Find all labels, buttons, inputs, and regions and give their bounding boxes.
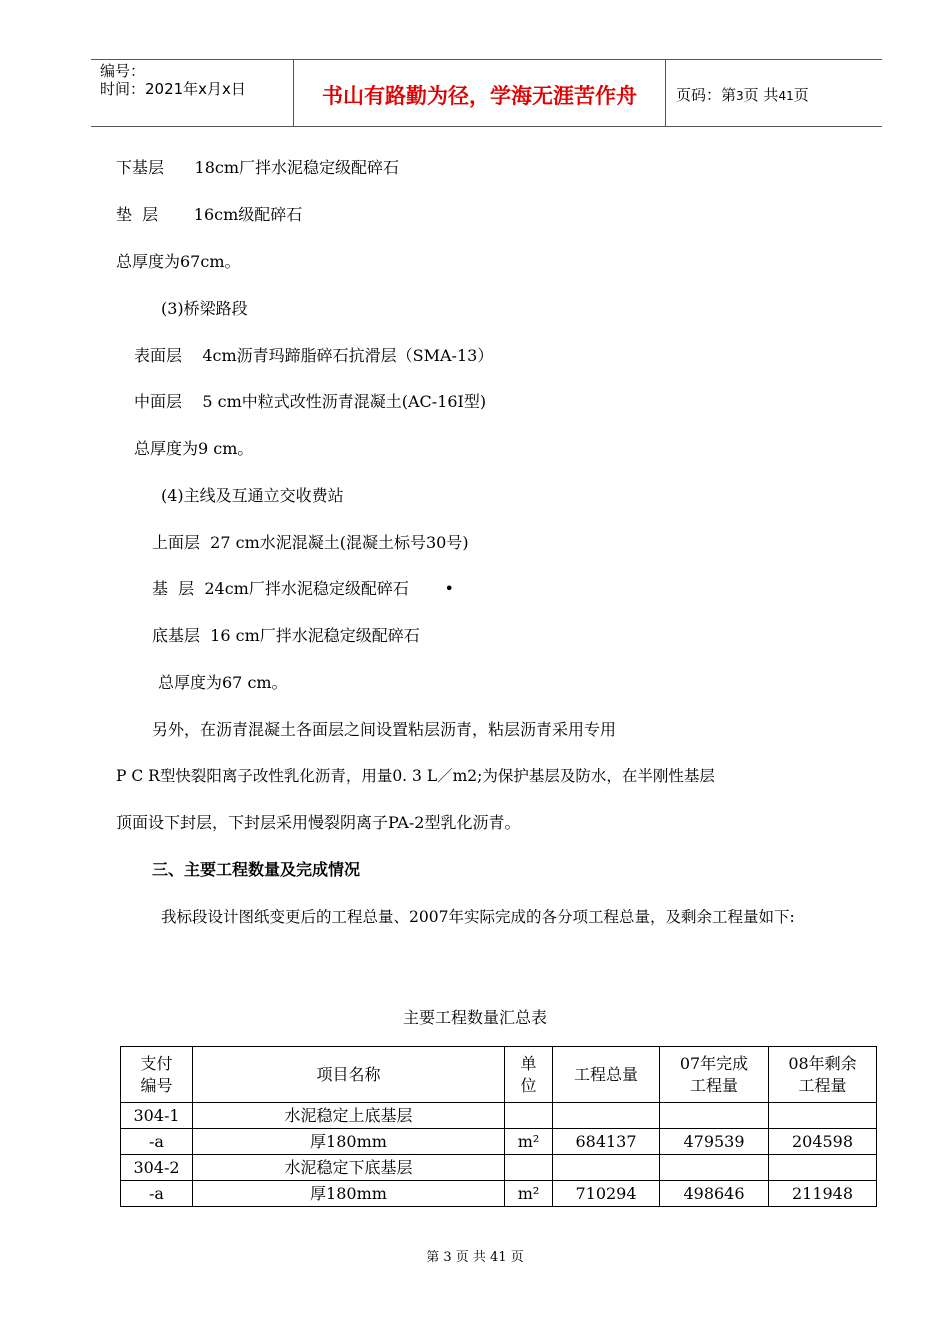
header-bottom-rule: [91, 126, 882, 127]
cell-remain: 211948: [769, 1181, 877, 1207]
header-meta: [100, 62, 246, 98]
body-line: 总厚度为67 cm。: [158, 673, 288, 692]
cell-code: -a: [121, 1129, 193, 1155]
header-name: 项目名称: [193, 1047, 505, 1103]
table-row: [121, 1129, 877, 1155]
cell-done: [660, 1103, 769, 1129]
cell-done: [660, 1155, 769, 1181]
body-line: 另外，在沥青混凝土各面层之间设置粘层沥青，粘层沥青采用专用: [152, 720, 617, 739]
cell-unit: m²: [505, 1129, 553, 1155]
code-label: 编号：: [100, 62, 146, 80]
cell-unit: [505, 1103, 553, 1129]
header-top-rule: [91, 59, 882, 60]
cell-name: 水泥稳定上底基层: [193, 1103, 505, 1129]
table-row: [121, 1103, 877, 1129]
body-line: 表面层 4cm沥青玛蹄脂碎石抗滑层（SMA-13）: [134, 346, 494, 365]
time-label: 时间：2021年x月x日: [100, 80, 246, 98]
cell-total: [553, 1103, 660, 1129]
quantity-table: [120, 1046, 877, 1207]
cell-unit: m²: [505, 1181, 553, 1207]
body-line: 总厚度为67cm。: [116, 252, 241, 271]
body-line: 下基层 18cm厂拌水泥稳定级配碎石: [116, 158, 400, 177]
cell-code: 304-1: [121, 1103, 193, 1129]
header-total: 工程总量: [553, 1047, 660, 1103]
body-line: 上面层 27 cm水泥混凝土(混凝土标号30号): [152, 533, 469, 552]
cell-name: 水泥稳定下底基层: [193, 1155, 505, 1181]
cell-code: -a: [121, 1181, 193, 1207]
cell-total: [553, 1155, 660, 1181]
header-motto: 书山有路勤为径，学海无涯苦作舟: [322, 84, 637, 108]
cell-name: 厚180mm: [193, 1129, 505, 1155]
cell-total: 684137: [553, 1129, 660, 1155]
cell-remain: [769, 1155, 877, 1181]
body-line: P C R型快裂阳离子改性乳化沥青，用量0. 3 L／m2;为保护基层及防水，在半刚性基层: [116, 767, 715, 785]
body-line: 中面层 5 cm中粒式改性沥青混凝土(AC-16I型): [134, 392, 487, 411]
body-line: 垫 层 16cm级配碎石: [116, 205, 303, 224]
cell-name: 厚180mm: [193, 1181, 505, 1207]
header-page-info: 页码：第3页 共41页: [676, 86, 809, 104]
header-divider-2: [665, 60, 666, 127]
table-caption: 主要工程数量汇总表: [402, 1008, 547, 1027]
cell-total: 710294: [553, 1181, 660, 1207]
body-line: 顶面设下封层，下封层采用慢裂阴离子PA-2型乳化沥青。: [116, 813, 521, 832]
body-line: (4)主线及互通立交收费站: [161, 486, 344, 505]
cell-remain: [769, 1103, 877, 1129]
body-line: (3)桥梁路段: [161, 299, 248, 318]
cell-code: 304-2: [121, 1155, 193, 1181]
header-unit: 单 位: [505, 1047, 553, 1103]
body-line: 基 层 24cm厂拌水泥稳定级配碎石 •: [152, 579, 454, 598]
header-done: 07年完成 工程量: [660, 1047, 769, 1103]
section-heading: 三、主要工程数量及完成情况: [152, 860, 361, 879]
cell-done: 479539: [660, 1129, 769, 1155]
cell-done: 498646: [660, 1181, 769, 1207]
body-line: 总厚度为9 cm。: [134, 439, 254, 458]
table-header-row: [121, 1047, 877, 1103]
body-line: 底基层 16 cm厂拌水泥稳定级配碎石: [152, 626, 420, 645]
cell-unit: [505, 1155, 553, 1181]
header-code: 支付 编号: [121, 1047, 193, 1103]
cell-remain: 204598: [769, 1129, 877, 1155]
body-line: 我标段设计图纸变更后的工程总量、2007年实际完成的各分项工程总量，及剩余工程量如下:: [161, 908, 795, 926]
header-remain: 08年剩余 工程量: [769, 1047, 877, 1103]
table-row: [121, 1155, 877, 1181]
table-row: [121, 1181, 877, 1207]
page-footer: 第 3 页 共 41 页: [426, 1250, 524, 1265]
